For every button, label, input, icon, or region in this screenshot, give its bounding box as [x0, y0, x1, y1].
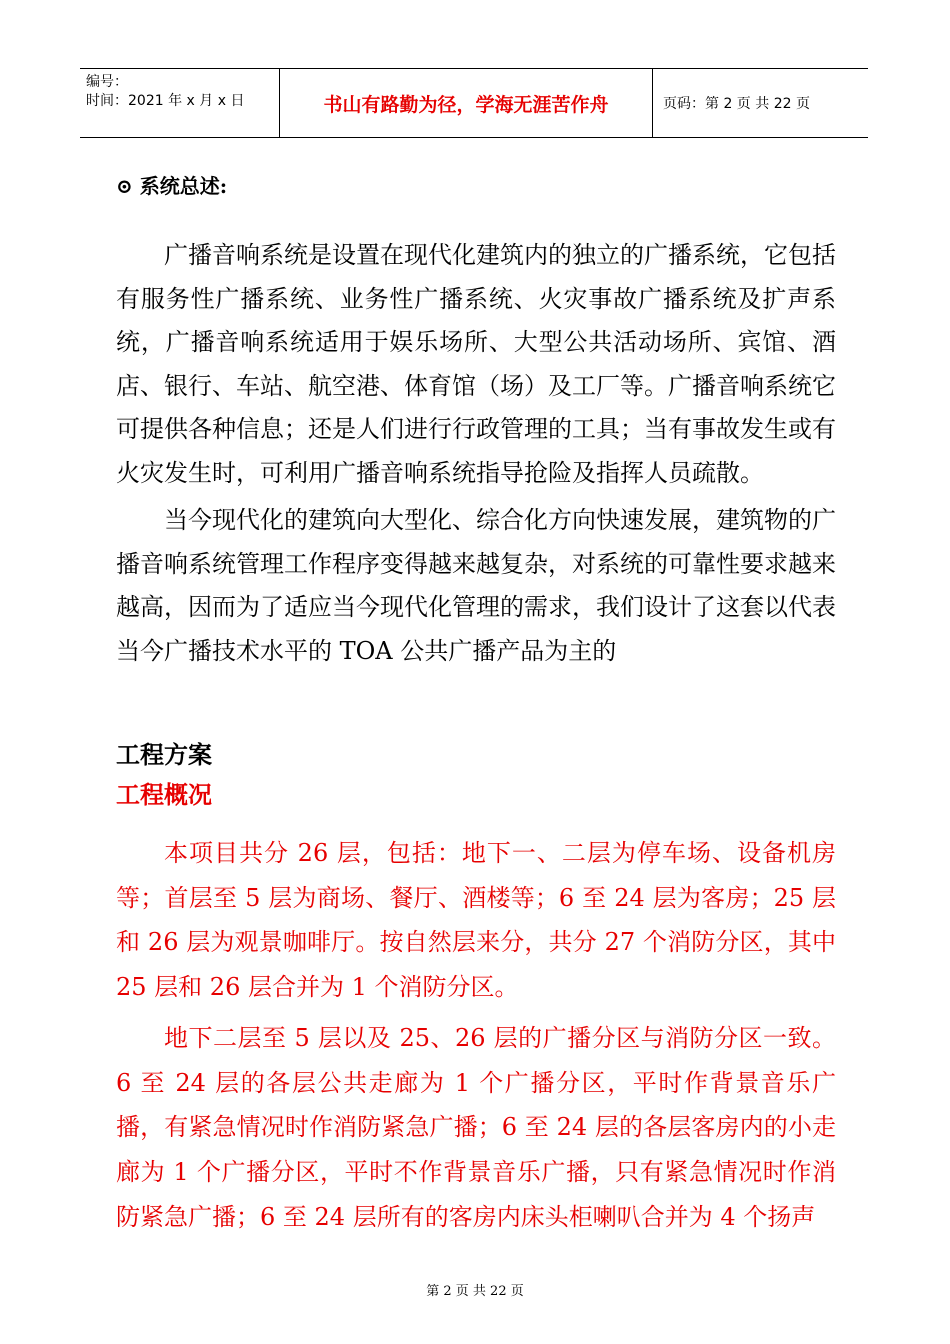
header-page-info: 页码：第 2 页 共 22 页	[663, 96, 810, 112]
number-label: 编号：	[86, 74, 128, 90]
project-subtitle: 工程概况	[116, 780, 212, 809]
project-paragraph-2: 地下二层至 5 层以及 25、26 层的广播分区与消防分区一致。6 至 24 层的各层公共走廊为 1 个广播分区，平时作背景音乐广播，有紧急情况时作消防紧急广播；6 至 24 层的各层客房内的小走廊为 1 个广播分区，平时不作背景音乐广播，只有紧急情况时作消防紧急广播；6 至 24 层所有的客房内床头柜喇叭合并为 4 个扬声	[116, 1023, 836, 1231]
overview-paragraph-1: 广播音响系统是设置在现代化建筑内的独立的广播系统，它包括有服务性广播系统、业务性广播系统、火灾事故广播系统及扩声系统，广播音响系统适用于娱乐场所、大型公共活动场所、宾馆、酒店、银行、车站、航空港、体育馆（场）及工厂等。广播音响系统它可提供各种信息；还是人们进行行政管理的工具；当有事故发生或有火灾发生时，可利用广播音响系统指导抢险及指挥人员疏散。	[116, 241, 836, 487]
document-body	[116, 168, 836, 1239]
page-header	[80, 68, 868, 138]
header-meta	[80, 69, 280, 137]
project-title: 工程方案	[116, 740, 212, 769]
time-label: 时间：2021 年 x 月 x 日	[86, 93, 245, 109]
project-paragraph-1: 本项目共分 26 层，包括：地下一、二层为停车场、设备机房等；首层至 5 层为商场、餐厅、酒楼等；6 至 24 层为客房；25 层和 26 层为观景咖啡厅。按自然层来分，共分 27 个消防分区，其中 25 层和 26 层合并为 1 个消防分区。	[116, 839, 836, 1002]
overview-heading: ⊙ 系统总述:	[116, 174, 228, 198]
page-footer: 第 2 页 共 22 页	[426, 1284, 524, 1299]
overview-paragraph-2: 当今现代化的建筑向大型化、综合化方向快速发展，建筑物的广播音响系统管理工作程序变得越来越复杂，对系统的可靠性要求越来越高，因而为了适应当今现代化管理的需求，我们设计了这套以代表当今广播技术水平的 TOA 公共广播产品为主的	[116, 506, 836, 665]
header-motto: 书山有路勤为径，学海无涯苦作舟	[280, 69, 653, 137]
